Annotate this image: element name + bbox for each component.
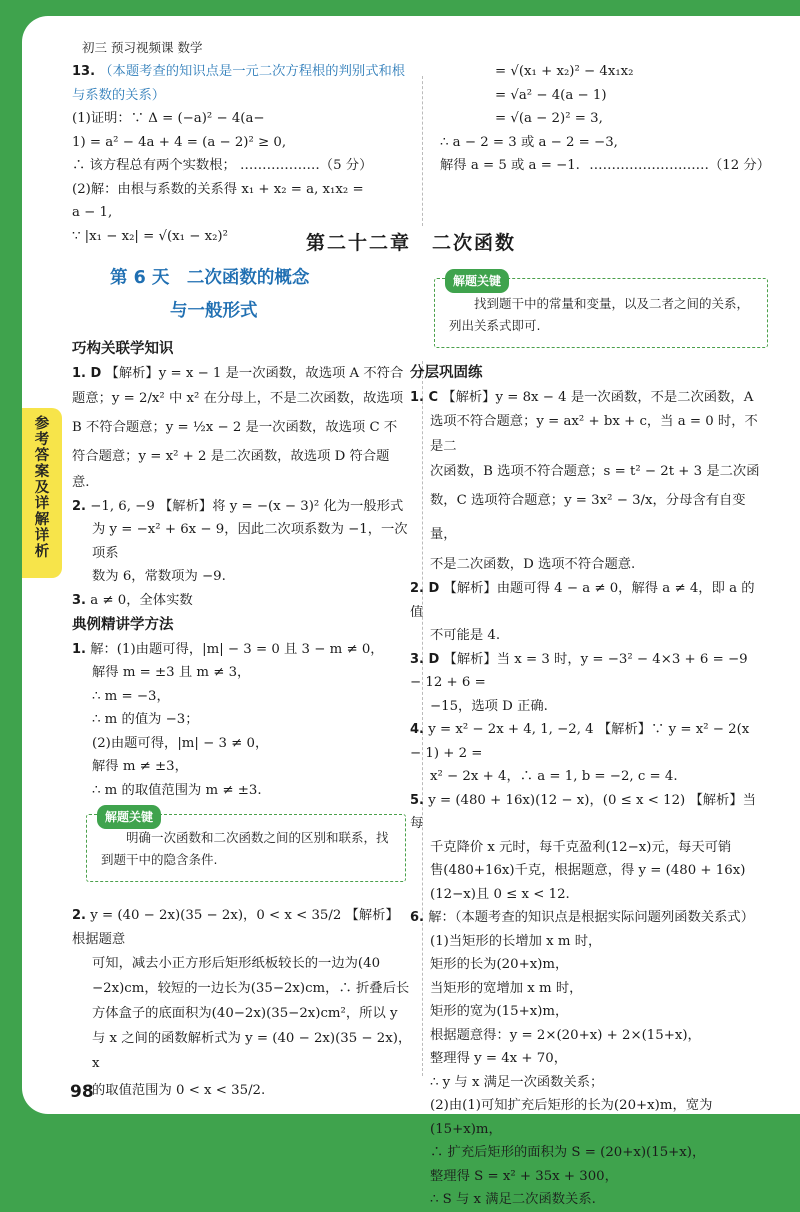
item-line: 【解析】当 x = 3 时，y = −3² − 4×3 + 6 = −9 − 12 + 6 = bbox=[410, 651, 748, 690]
knowledge-item-3 bbox=[72, 589, 412, 613]
item-line: 解：(1)由题可得，|m| − 3 = 0 且 3 − m ≠ 0， bbox=[90, 641, 384, 657]
q13-r1: = √(x₁ + x₂)² − 4x₁x₂ bbox=[495, 64, 634, 79]
item-line: 的取值范围为 0 < x < 35/2. bbox=[92, 1083, 266, 1098]
key-label-right: 解题关键 bbox=[445, 269, 509, 293]
item-line: y = x² − 2x + 4, 1, −2, 4 【解析】∵ y = x² − 2(x − 1) + 2 = bbox=[410, 722, 750, 761]
q13-line3: ∴ 该方程总有两个实数根； ………………（5 分） bbox=[72, 158, 373, 173]
item-line: y = (480 + 16x)(12 − x)，(0 ≤ x < 12) 【解析】当每 bbox=[410, 792, 756, 831]
q13-line6: ∵ |x₁ − x₂| = √(x₁ − x₂)² bbox=[72, 228, 228, 244]
item-line: −1, 6, −9 【解析】将 y = −(x − 3)² 化为一般形式 bbox=[90, 498, 404, 514]
item-line: 数为 6，常数项为 −9. bbox=[92, 569, 226, 584]
q13-r3: = √(a − 2)² = 3, bbox=[495, 111, 603, 126]
q13-r4: ∴ a − 2 = 3 或 a − 2 = −3, bbox=[440, 134, 618, 150]
item-number: 5. bbox=[410, 792, 424, 808]
example-2 bbox=[72, 904, 412, 1106]
item-line: 可知，减去小正方形后矩形纸板较长的一边为(40 bbox=[92, 956, 381, 971]
item-line: 【解析】y = 8x − 4 是一次函数，不是二次函数，A bbox=[442, 389, 754, 405]
practice-item-4 bbox=[410, 718, 762, 789]
q13-r5 bbox=[440, 154, 770, 178]
column-divider-top bbox=[422, 76, 423, 226]
section-practice: 分层巩固练 bbox=[410, 365, 483, 381]
q13-line4: (2)解：由根与系数的关系得 x₁ + x₂ = a, x₁x₂ = bbox=[72, 181, 364, 197]
practice-item-3 bbox=[410, 648, 762, 719]
key-box-right bbox=[434, 274, 768, 348]
item-number: 1. C bbox=[410, 389, 439, 405]
item-number: 4. bbox=[410, 722, 424, 737]
item-line: (12−x)且 0 ≤ x < 12. bbox=[430, 886, 570, 902]
item-number: 3. D bbox=[410, 651, 440, 667]
q13-score: ………………………（12 分） bbox=[589, 158, 770, 173]
item-line: 矩形的长为(20+x)m， bbox=[430, 957, 569, 972]
day-title-line2: 与一般形式 bbox=[170, 301, 258, 321]
item-line: y = (40 − 2x)(35 − 2x)，0 < x < 35/2 【解析】根据题意 bbox=[72, 908, 399, 947]
item-line: (2)由题可得，|m| − 3 ≠ 0， bbox=[92, 735, 269, 751]
header-title: 初三 预习视频课 数学 bbox=[82, 40, 203, 55]
key-text-right: 找到题干中的常量和变量，以及二者之间的关系，列出关系式即可. bbox=[449, 296, 750, 333]
item-line: B 不符合题意；y = ½x − 2 是一次函数，故选项 C 不 bbox=[72, 420, 398, 435]
q13-note: （本题考查的知识点是一元二次方程根的判别式和根与系数的关系） bbox=[72, 64, 406, 103]
key-text-left: 明确一次函数和二次函数之间的区别和联系，找到题干中的隐含条件. bbox=[101, 830, 389, 867]
item-line: 不可能是 4. bbox=[430, 628, 501, 643]
item-line: 矩形的宽为(15+x)m， bbox=[430, 1004, 569, 1019]
item-line: 售(480+16x)千克，根据题意，得 y = (480 + 16x) bbox=[430, 863, 746, 878]
item-line: 为 y = −x² + 6x − 9，因此二次项系数为 −1，一次项系 bbox=[92, 522, 408, 561]
section-methods: 典例精讲学方法 bbox=[72, 617, 174, 633]
item-number: 2. bbox=[72, 908, 86, 923]
item-number: 3. bbox=[72, 592, 86, 608]
item-line: ∴ 扩充后矩形的面积为 S = (20+x)(15+x)， bbox=[430, 1145, 706, 1160]
item-number: 6. bbox=[410, 910, 424, 925]
item-line: 选项不符合题意；y = ax² + bx + c，当 a = 0 时，不是二 bbox=[430, 414, 758, 454]
item-line: 数，C 选项符合题意；y = 3x² − 3/x，分母含有自变量， bbox=[430, 493, 746, 542]
practice-item-1 bbox=[410, 386, 762, 578]
practice-item-2 bbox=[410, 577, 762, 648]
item-line: 符合题意；y = x² + 2 是二次函数，故选项 D 符合题 bbox=[72, 449, 390, 464]
item-line: 【解析】y = x − 1 是一次函数，故选项 A 不符合 bbox=[105, 365, 404, 381]
practice-item-6 bbox=[410, 906, 762, 1212]
item-line: ∴ m = −3， bbox=[92, 688, 170, 704]
page-number: 98 bbox=[70, 1082, 94, 1102]
item-line: a ≠ 0，全体实数 bbox=[90, 592, 193, 608]
item-line: 千克降价 x 元时，每千克盈利(12−x)元，每天可销 bbox=[430, 839, 732, 855]
item-line: 【解析】由题可得 4 − a ≠ 0，解得 a ≠ 4，即 a 的值 bbox=[410, 581, 755, 620]
item-line: 解：（本题考查的知识点是根据实际问题列函数关系式）(1)当矩形的长增加 x m 时， bbox=[428, 910, 754, 949]
item-line: ∴ S 与 x 满足二次函数关系. bbox=[430, 1192, 596, 1207]
item-line: 整理得 y = 4x + 70， bbox=[430, 1051, 567, 1066]
q13-right bbox=[440, 60, 770, 178]
q13-number: 13. bbox=[72, 64, 96, 79]
side-tab-label: 参考答案及详解详析 bbox=[34, 416, 50, 560]
item-number: 2. D bbox=[410, 581, 440, 596]
practice-item-5 bbox=[410, 789, 762, 907]
q13-line2: 1) = a² − 4a + 4 = (a − 2)² ≥ 0, bbox=[72, 134, 287, 150]
knowledge-item-1 bbox=[72, 362, 412, 495]
item-line: −2x)cm，较短的一边长为(35−2x)cm，∴ 折叠后长 bbox=[92, 981, 410, 996]
item-line: 解得 m ≠ ±3， bbox=[92, 759, 188, 774]
side-tab bbox=[22, 408, 62, 578]
item-line: 方体盒子的底面积为(40−2x)(35−2x)cm²，所以 y bbox=[92, 1006, 398, 1021]
q13-left bbox=[72, 60, 412, 248]
item-line: 不是二次函数，D 选项不符合题意. bbox=[430, 557, 636, 572]
item-line: 次函数，B 选项不符合题意；s = t² − 2t + 3 是二次函 bbox=[430, 464, 760, 479]
item-line: 题意；y = 2/x² 中 x² 在分母上，不是二次函数，故选项 bbox=[72, 391, 404, 406]
item-line: ∴ y 与 x 满足一次函数关系； bbox=[430, 1074, 604, 1090]
item-line: (2)由(1)可知扩充后矩形的长为(20+x)m，宽为 bbox=[430, 1098, 713, 1113]
item-line: 整理得 S = x² + 35x + 300， bbox=[430, 1168, 618, 1184]
key-label-left: 解题关键 bbox=[97, 805, 161, 829]
item-number: 2. bbox=[72, 498, 86, 514]
item-line: 根据题意得：y = 2×(20+x) + 2×(15+x)， bbox=[430, 1027, 701, 1043]
key-box-left bbox=[86, 810, 406, 882]
item-line: 当矩形的宽增加 x m 时， bbox=[430, 980, 583, 996]
item-line: (15+x)m， bbox=[430, 1121, 502, 1137]
item-line: ∴ m 的取值范围为 m ≠ ±3. bbox=[92, 782, 262, 798]
q13-line5: a − 1, bbox=[72, 205, 113, 220]
q13-line1: (1)证明：∵ Δ = (−a)² − 4(a− bbox=[72, 111, 265, 126]
q13-r5-text: 解得 a = 5 或 a = −1. bbox=[440, 158, 580, 173]
q13-r2: = √a² − 4(a − 1) bbox=[495, 87, 607, 103]
item-line: 与 x 之间的函数解析式为 y = (40 − 2x)(35 − 2x)，x bbox=[92, 1031, 412, 1071]
item-line: x² − 2x + 4，∴ a = 1, b = −2, c = 4. bbox=[430, 769, 678, 784]
example-1 bbox=[72, 638, 412, 803]
item-number: 1. bbox=[72, 641, 86, 657]
day-title bbox=[110, 264, 410, 322]
chapter-title: 第二十二章 二次函数 bbox=[305, 232, 516, 254]
item-line: ∴ m 的值为 −3； bbox=[92, 712, 199, 727]
item-line: −15，选项 D 正确. bbox=[430, 698, 548, 714]
left-column bbox=[72, 338, 412, 1106]
answer-page bbox=[22, 16, 800, 1207]
section-knowledge: 巧构关联学知识 bbox=[72, 341, 174, 357]
right-column bbox=[410, 362, 762, 1212]
item-line: 解得 m = ±3 且 m ≠ 3， bbox=[92, 665, 251, 680]
knowledge-item-2 bbox=[72, 495, 412, 589]
day-title-line1: 第 6 天 二次函数的概念 bbox=[110, 268, 310, 288]
item-line: 意. bbox=[72, 475, 90, 490]
item-number: 1. D bbox=[72, 365, 102, 381]
